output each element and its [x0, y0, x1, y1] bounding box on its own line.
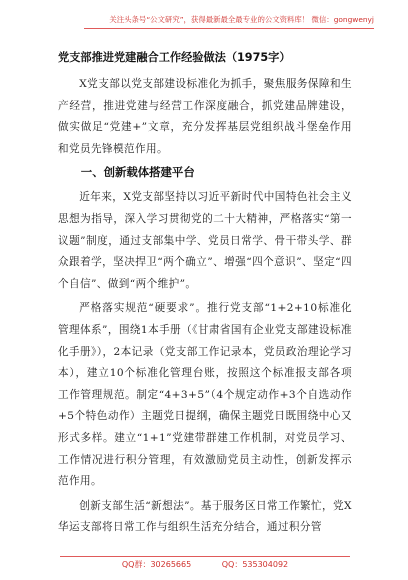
qq-group-number: 30265665 — [150, 560, 192, 569]
document-title: 党支部推进党建融合工作经验做法（1975字） — [58, 51, 291, 64]
intro-paragraph: X党支部以党支部建设标准化为抓手，聚焦服务保障和生产经营，推进党建与经营工作深度融合，抓党建品牌建设，做实做足“党建+”文章，充分发挥基层党组织战斗堡垒作用和党员先锋模范作用。 — [58, 78, 352, 155]
body-paragraph: 近年来，X党支部坚持以习近平新时代中国特色社会主义思想为指导，深入学习贯彻党的二十大精神，严格落实“第一议题”制度，通过支部集中学、党员日常学、骨干带头学、群众跟着学，坚决捍卫“两个确立”、增强“四个意识”、坚定“四个自信”、做到“两个维护”。 — [58, 191, 352, 290]
body-paragraph: 创新支部生活“新想法”。基于服务区日常工作繁忙，党X华运支部将日常工作与组织生活充分结合，通过积分管 — [58, 499, 352, 534]
header-banner: 关注头条号“公文研究”，获得最新最全最专业的公文资料库！ 微信：gongwenyj — [84, 12, 374, 29]
qq-group-label: QQ群： — [121, 560, 151, 569]
footer-contact — [60, 556, 350, 573]
qq-group — [122, 557, 191, 573]
qq-number: 535304092 — [242, 560, 289, 569]
document-body — [58, 50, 352, 542]
qq-contact — [222, 557, 288, 573]
qq-label: QQ： — [221, 560, 243, 569]
body-paragraph: 严格落实规范“硬要求”。推行党支部“1+2+10标准化管理体系”，围绕1本手册（《甘肃省国有企业党支部建设标准化手册》），2本记录（党支部工作记录本，党员政治理论学习本），建立10个标准化管理台账，按照这个标准报支部各项工作管理规范。制定“4+3+5”（4个规定动作+3个自选动作+5个特色动作）主题党日提纲，确保主题党日既围绕中心又形式多样。建立“1+1”党建带群建工作机制，对党员学习、工作情况进行积分管理，有效激励党员主动性，创新发挥示范作用。 — [58, 302, 352, 488]
section-heading: 一、创新载体搭建平台 — [80, 165, 195, 180]
